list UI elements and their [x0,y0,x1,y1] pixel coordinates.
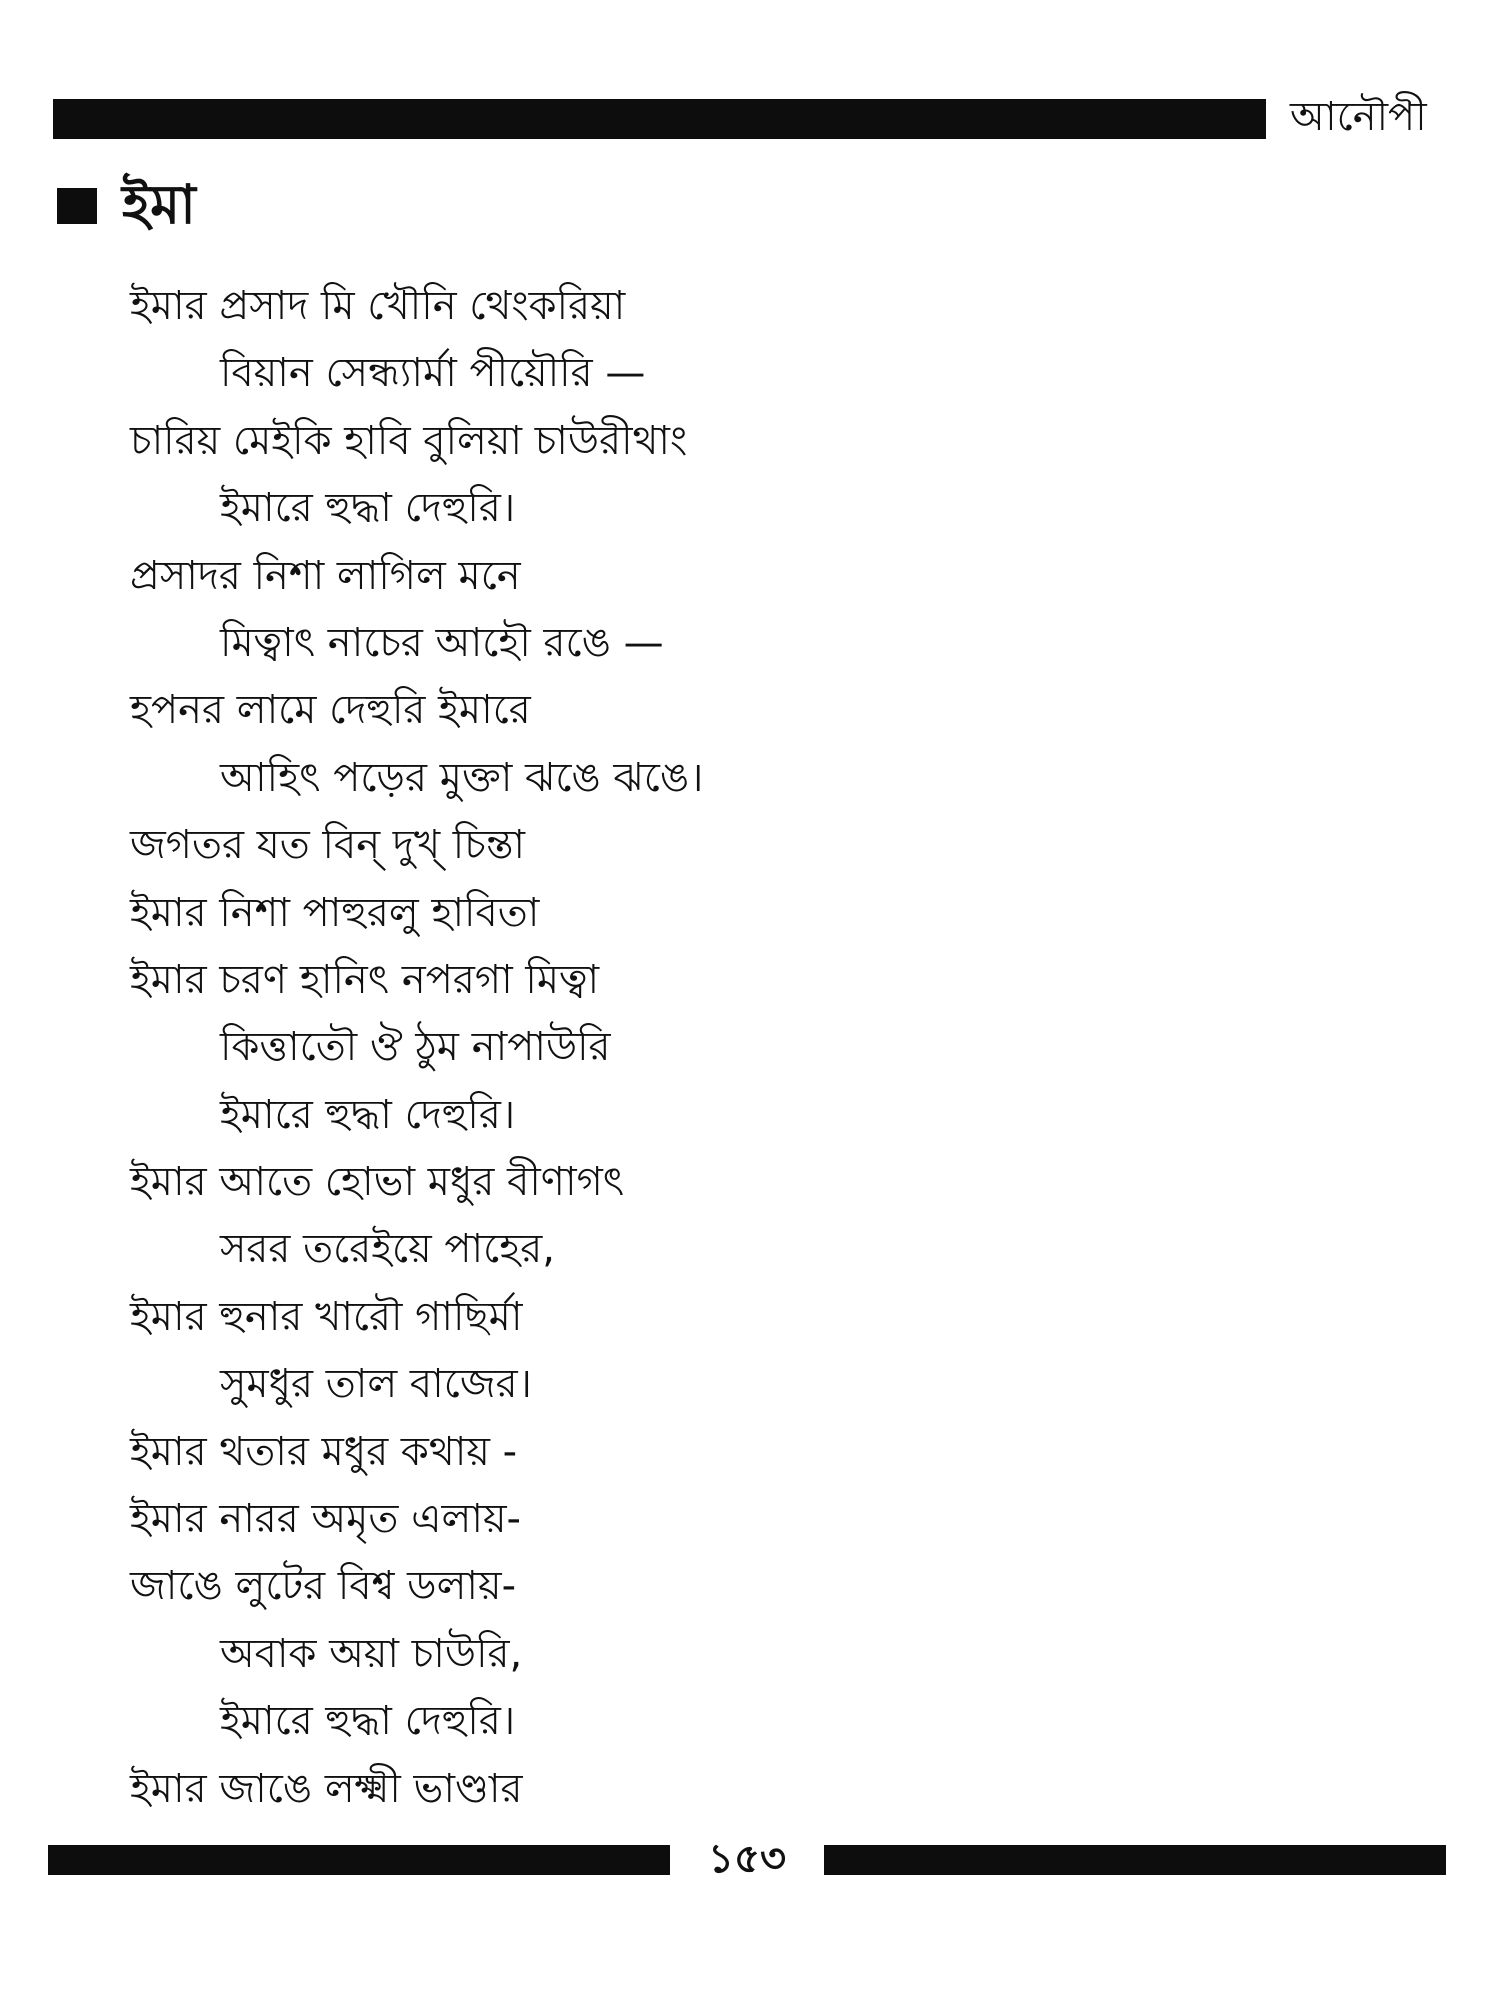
poem-line: ইমার নারর অমৃত এলায়- [130,1496,521,1543]
poem-line: ইমার নিশা পাহুরলু হাবিতা [130,889,540,936]
poem-line: ইমার আতে হোভা মধুর বীণাগৎ [130,1159,625,1206]
poem-line: ইমার হুনার খারৌ গাছির্মা [130,1293,523,1340]
poem-line: অবাক অয়া চাউরি, [220,1630,523,1677]
poem-line: আহিৎ পড়ের মুক্তা ঝঙে ঝঙে। [220,754,704,801]
poem-line: চারিয় মেইকি হাবি বুলিয়া চাউরীথাং [130,417,688,464]
poem-line: সুমধুর তাল বাজের। [220,1361,532,1408]
poem-line: ইমার থতার মধুর কথায় - [130,1428,518,1475]
poem-line: প্রসাদর নিশা লাগিল মনে [130,552,521,599]
poem-line: ইমারে হুদ্ধা দেহুরি। [220,1091,516,1138]
page-number: ১৫৩ [708,1836,786,1882]
footer-rule-right [824,1845,1446,1875]
poem-line: সরর তরেইয়ে পাহের, [220,1226,555,1273]
poem-line: বিয়ান সেন্ধ্যার্মা পীয়ৌরি — [220,350,646,397]
footer-rule-left [48,1845,670,1875]
poem-line: হপনর লামে দেহুরি ইমারে [130,687,531,734]
poem-body [130,273,1130,1823]
poem-line: জগতর যত বিন্ দুখ্ চিন্তা [130,822,525,869]
running-header-title: আনৌপী [1290,94,1427,140]
poem-line: মিত্বাৎ নাচের আহৌ রঙে — [220,619,664,666]
header-rule [53,99,1266,139]
poem-line: কিত্তাতৌ ঔ ঠুম নাপাউরি [220,1024,611,1071]
poem-line: ইমার চরণ হানিৎ নপরগা মিত্বা [130,956,600,1003]
square-bullet-icon [57,188,97,224]
poem-line: জাঙে লুটের বিশ্ব ডলায়- [130,1563,516,1610]
poem-line: ইমার জাঙে লক্ষ্মী ভাণ্ডার [130,1765,523,1812]
poem-title: ইমা [122,173,196,236]
poem-line: ইমারে হুদ্ধা দেহুরি। [220,485,516,532]
poem-line: ইমারে হুদ্ধা দেহুরি। [220,1698,516,1745]
poem-line: ইমার প্রসাদ মি খৌনি থেংকরিয়া [130,283,626,329]
